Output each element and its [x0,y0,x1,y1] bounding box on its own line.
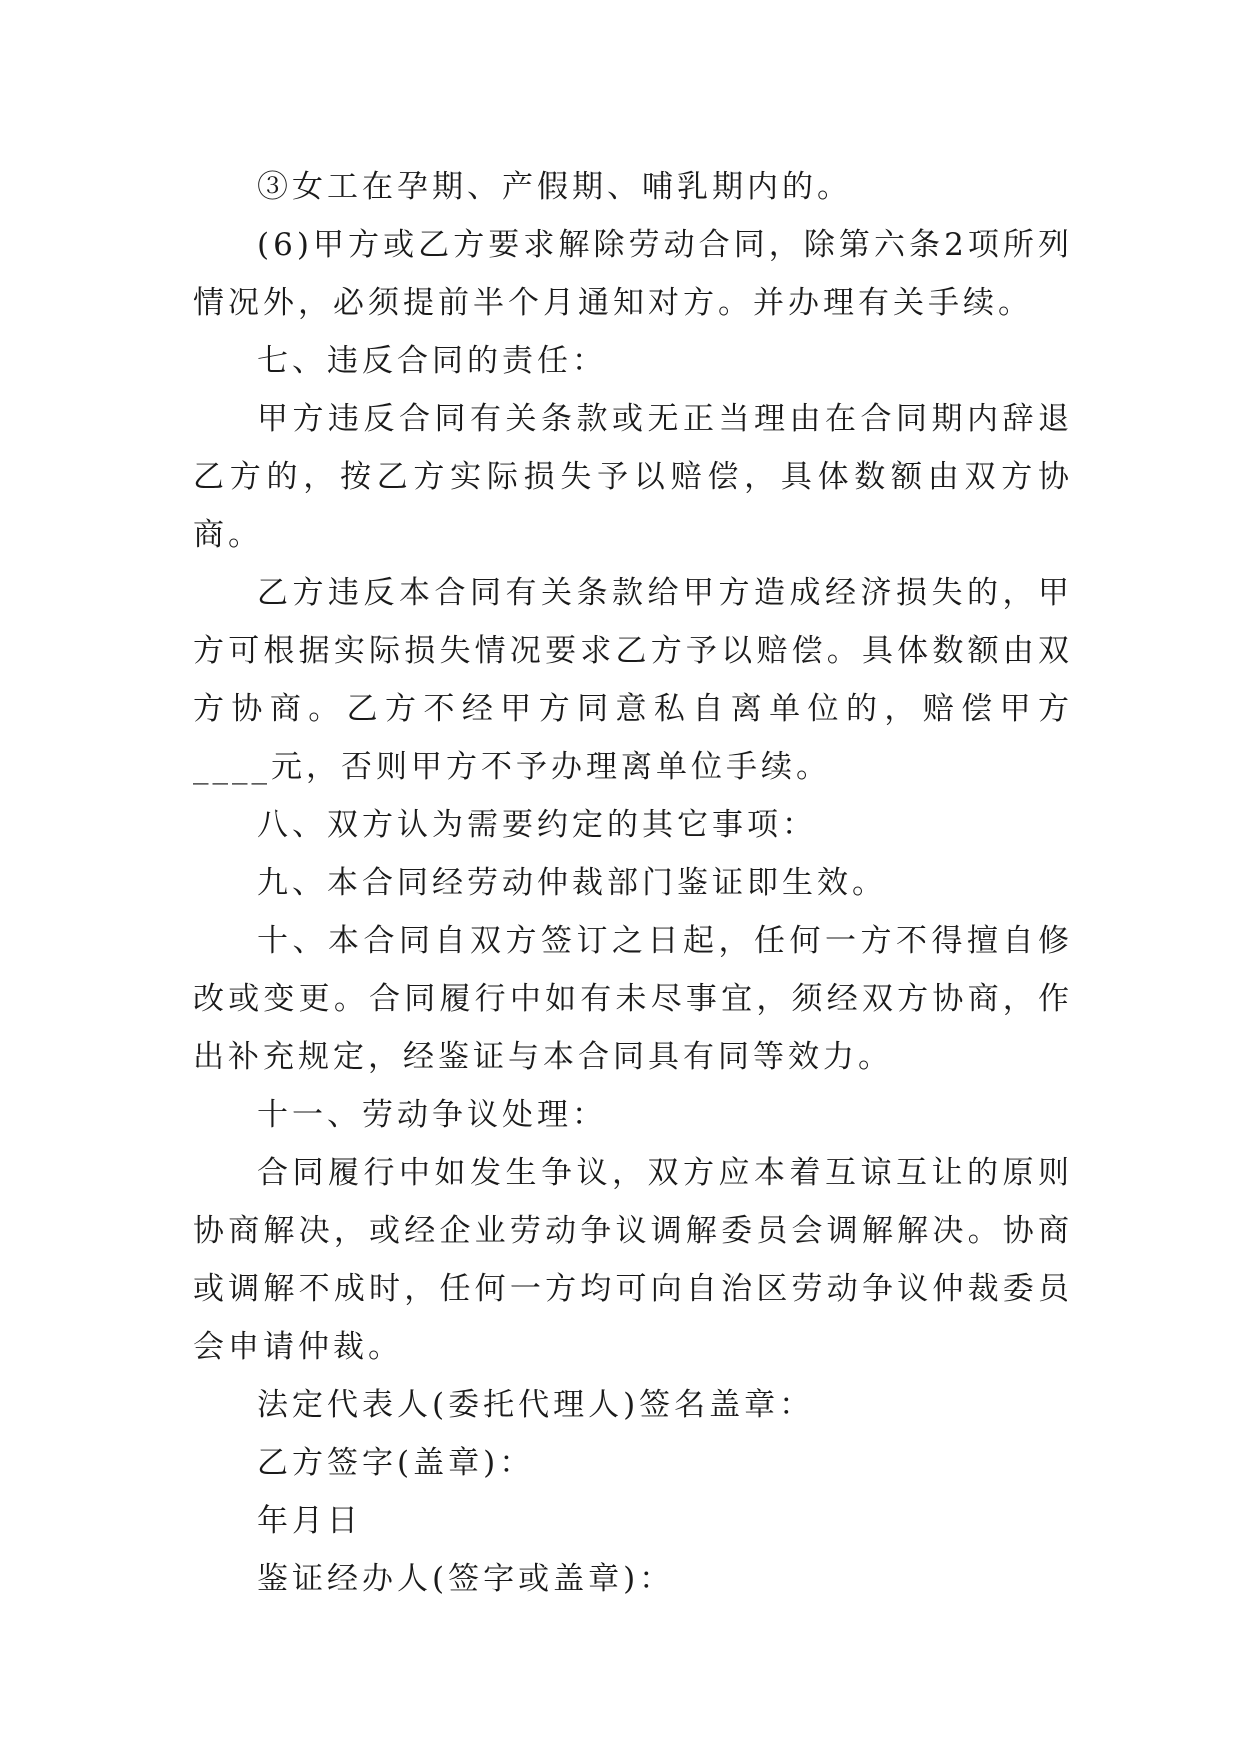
paragraph-dispute-resolution: 合同履行中如发生争议，双方应本着互谅互让的原则协商解决，或经企业劳动争议调解委员会调解解决。协商或调解不成时，任何一方均可向自治区劳动争议仲裁委员会申请仲裁。 [193,1155,1073,1365]
document-body [193,158,1073,1608]
signature-date: 年月日 [257,1503,362,1539]
signature-verifier: 鉴证经办人(签字或盖章)： [257,1561,675,1597]
paragraph-party-a-breach: 甲方违反合同有关条款或无正当理由在合同期内辞退乙方的，按乙方实际损失予以赔偿，具体数额由双方协商。 [193,401,1073,553]
paragraph-modification-clause: 十、本合同自双方签订之日起，任何一方不得擅自修改或变更。合同履行中如有未尽事宜，须经双方协商，作出补充规定，经鉴证与本合同具有同等效力。 [193,923,1073,1075]
paragraph-termination-notice: (6)甲方或乙方要求解除劳动合同，除第六条2项所列情况外，必须提前半个月通知对方。并办理有关手续。 [193,227,1073,321]
signature-legal-representative: 法定代表人(委托代理人)签名盖章： [257,1387,815,1423]
paragraph-party-b-breach: 乙方违反本合同有关条款给甲方造成经济损失的，甲方可根据实际损失情况要求乙方予以赔偿。具体数额由双方协商。乙方不经甲方同意私自离单位的，赔偿甲方____元，否则甲方不予办理离单位手续。 [193,575,1073,785]
paragraph-female-worker-clause: ③女工在孕期、产假期、哺乳期内的。 [257,169,852,205]
signature-party-b: 乙方签字(盖章)： [257,1445,535,1481]
heading-other-matters: 八、双方认为需要约定的其它事项： [257,807,817,843]
heading-breach-liability: 七、违反合同的责任： [257,343,607,379]
heading-dispute-resolution: 十一、劳动争议处理： [257,1097,607,1133]
paragraph-effective-clause: 九、本合同经劳动仲裁部门鉴证即生效。 [257,865,887,901]
